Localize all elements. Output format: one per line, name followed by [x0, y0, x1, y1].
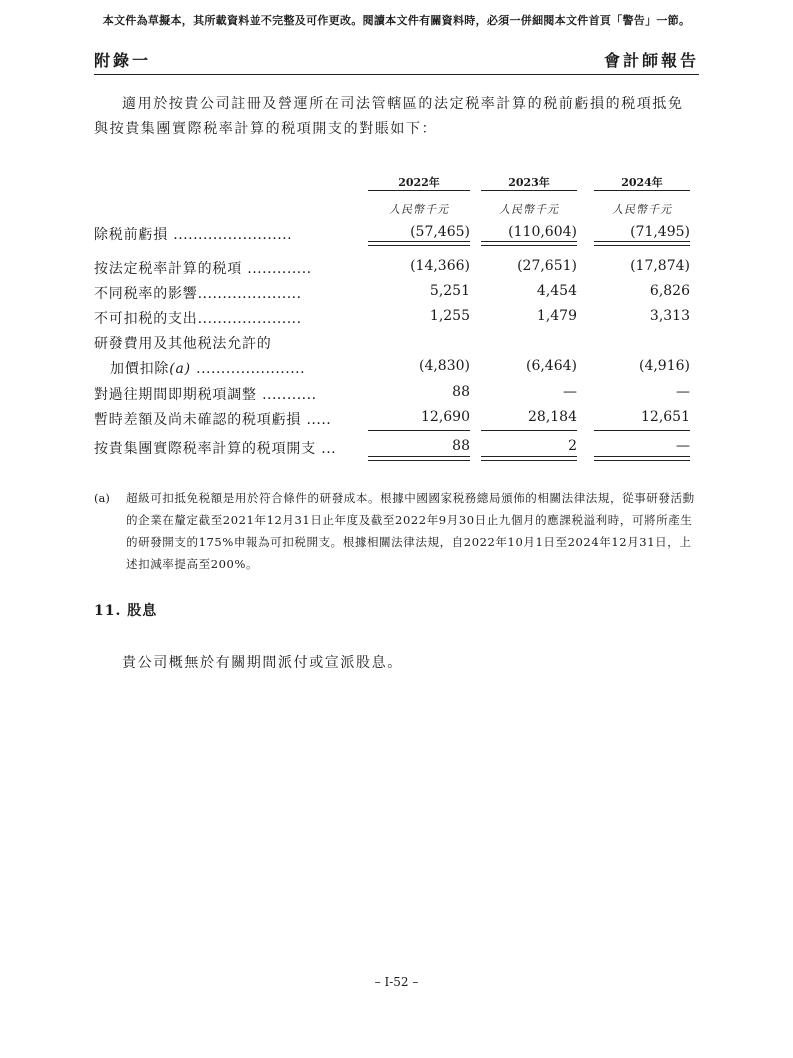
unit-label: 人民幣千元	[389, 203, 449, 216]
page-number: – I-52 –	[374, 975, 419, 989]
table-cell: 88	[452, 438, 470, 454]
row-label: 加價扣除(a) ......................	[110, 361, 306, 377]
row-label: 不可扣税的支出.....................	[94, 311, 302, 327]
row-label: 除税前虧損 ........................	[94, 227, 293, 243]
table-cell: —	[676, 438, 690, 454]
table-cell: (17,874)	[630, 258, 690, 274]
table-cell: (4,830)	[418, 358, 470, 374]
table-cell: 88	[452, 384, 470, 400]
table-cell: 12,651	[641, 409, 690, 425]
table-cell: —	[563, 384, 577, 400]
subtotal-rule	[368, 430, 470, 431]
row-label: 按貴集團實際税率計算的税項開支 ...	[94, 441, 337, 457]
table-cell: 6,826	[649, 283, 690, 299]
row-label: 按法定税率計算的税項 .............	[94, 261, 312, 277]
column-header-rule	[368, 190, 470, 191]
table-cell: —	[676, 384, 690, 400]
header-rule	[94, 74, 699, 75]
footnote-marker: (a)	[94, 491, 110, 505]
row-label: 研發費用及其他税法允許的	[94, 336, 272, 352]
unit-label: 人民幣千元	[499, 203, 559, 216]
report-title: 會計師報告	[603, 51, 699, 70]
draft-notice: 本文件為草擬本，其所載資料並不完整及可作更改。閱讀本文件有關資料時，必須一併細閱本文件首頁「警告」一節。	[102, 14, 691, 27]
table-cell: 4,454	[536, 283, 577, 299]
unit-label: 人民幣千元	[612, 203, 672, 216]
table-cell: (6,464)	[525, 358, 577, 374]
subtotal-rule	[594, 430, 690, 431]
table-cell: 5,251	[429, 283, 470, 299]
section-heading: 11. 股息	[94, 603, 158, 619]
intro-paragraph: 適用於按貴公司註冊及營運所在司法管轄區的法定税率計算的税前虧損的税項抵免與按貴集團實際税率計算的税項開支的對賬如下：	[94, 96, 684, 137]
footnote-text: 超級可扣抵免税額是用於符合條件的研發成本。根據中國國家税務總局頒佈的相關法律法規，從事研發活動的企業在釐定截至2021年12月31日止年度及截至2022年9月30日止九個月的應課税溢利時，可將所產生的研發開支的175%申報為可扣税開支。根據相關法律法規，自2022年10月1日至2024年12月31日，上述扣減率提高至200%。	[126, 491, 695, 571]
table-cell: 28,184	[528, 409, 577, 425]
column-header-2022: 2022年	[398, 176, 440, 189]
row-label: 暫時差額及尚未確認的税項虧損 .....	[94, 412, 332, 428]
table-cell: (14,366)	[410, 258, 470, 274]
double-rule	[368, 241, 470, 246]
table-cell: (110,604)	[508, 224, 577, 240]
row-label: 不同税率的影響.....................	[94, 286, 302, 302]
column-header-rule	[594, 190, 690, 191]
row-label: 對過往期間即期税項調整 ...........	[94, 387, 317, 403]
appendix-title: 附錄一	[94, 51, 152, 70]
column-header-2024: 2024年	[621, 176, 663, 189]
table-cell: 3,313	[649, 308, 690, 324]
subtotal-rule	[481, 430, 577, 431]
double-rule	[594, 241, 690, 246]
section-body: 貴公司概無於有關期間派付或宣派股息。	[122, 655, 403, 671]
page-header	[94, 48, 699, 72]
table-cell: 1,479	[536, 308, 577, 324]
table-cell: 2	[568, 438, 577, 454]
table-cell: 1,255	[429, 308, 470, 324]
double-rule	[368, 456, 470, 461]
double-rule	[481, 456, 577, 461]
double-rule	[481, 241, 577, 246]
table-cell: 12,690	[421, 409, 470, 425]
table-cell: (27,651)	[517, 258, 577, 274]
table-cell: (4,916)	[638, 358, 690, 374]
table-cell: (71,495)	[630, 224, 690, 240]
column-header-2023: 2023年	[508, 176, 550, 189]
double-rule	[594, 456, 690, 461]
column-header-rule	[481, 190, 577, 191]
table-cell: (57,465)	[410, 224, 470, 240]
